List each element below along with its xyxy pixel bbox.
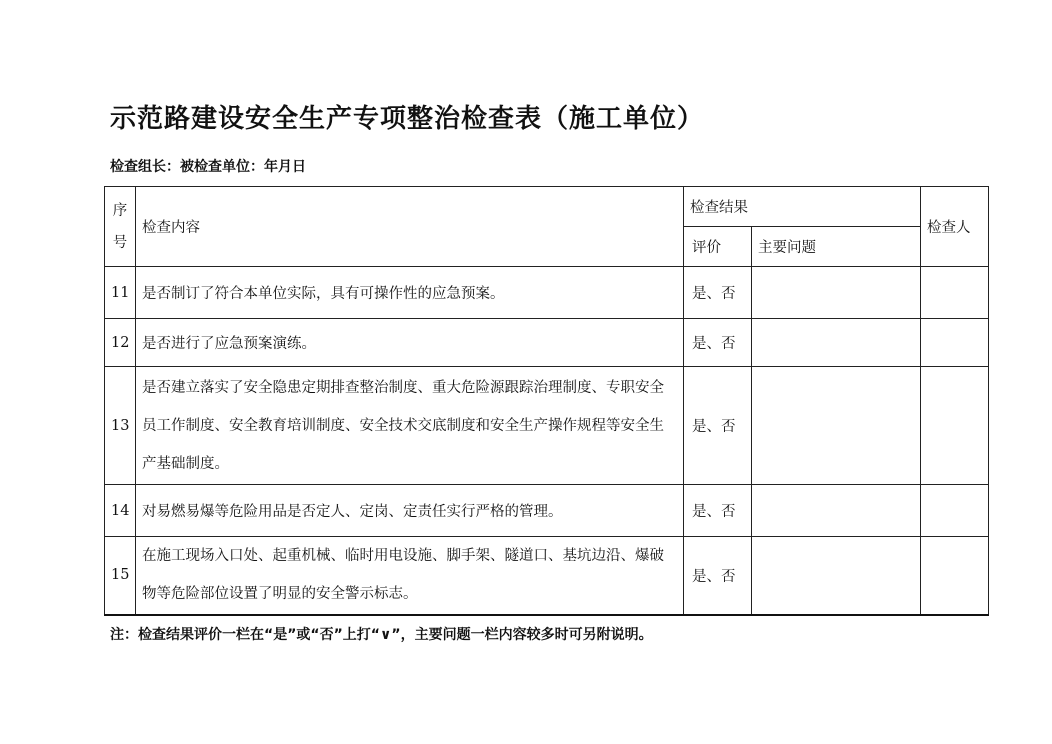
row-content: 是否制订了符合本单位实际，具有可操作性的应急预案。 <box>136 267 684 319</box>
row-inspector[interactable] <box>921 485 989 537</box>
row-issues[interactable] <box>752 267 921 319</box>
row-evaluation[interactable]: 是、否 <box>684 367 752 485</box>
header-no-line1: 序 <box>112 202 128 219</box>
table-row <box>105 537 989 615</box>
row-no: 12 <box>105 319 136 367</box>
footnote: 注：检查结果评价一栏在“是”或“否”上打“∨”，主要问题一栏内容较多时可另附说明。 <box>110 627 653 643</box>
row-content: 对易燃易爆等危险用品是否定人、定岗、定责任实行严格的管理。 <box>136 485 684 537</box>
row-issues[interactable] <box>752 485 921 537</box>
header-issues: 主要问题 <box>752 227 921 267</box>
header-result: 检查结果 <box>684 187 921 227</box>
row-evaluation[interactable]: 是、否 <box>684 267 752 319</box>
table-row <box>105 319 989 367</box>
header-no <box>105 187 136 267</box>
row-inspector[interactable] <box>921 537 989 615</box>
table-row <box>105 485 989 537</box>
inspection-table <box>104 186 989 616</box>
header-inspector: 检查人 <box>921 187 989 267</box>
table-row <box>105 267 989 319</box>
row-evaluation[interactable]: 是、否 <box>684 537 752 615</box>
row-issues[interactable] <box>752 367 921 485</box>
row-content: 是否建立落实了安全隐患定期排查整治制度、重大危险源跟踪治理制度、专职安全员工作制度、安全教育培训制度、安全技术交底制度和安全生产操作规程等安全生产基础制度。 <box>136 367 684 485</box>
row-no: 14 <box>105 485 136 537</box>
header-row-1 <box>105 187 989 227</box>
header-content: 检查内容 <box>136 187 684 267</box>
header-no-line2: 号 <box>112 234 128 251</box>
row-evaluation[interactable]: 是、否 <box>684 485 752 537</box>
header-evaluation: 评价 <box>684 227 752 267</box>
page-title: 示范路建设安全生产专项整治检查表（施工单位） <box>110 104 705 134</box>
table-row <box>105 367 989 485</box>
row-no: 11 <box>105 267 136 319</box>
row-inspector[interactable] <box>921 319 989 367</box>
inspection-meta-line: 检查组长：被检查单位：年月日 <box>110 159 306 175</box>
row-issues[interactable] <box>752 319 921 367</box>
row-issues[interactable] <box>752 537 921 615</box>
row-content: 在施工现场入口处、起重机械、临时用电设施、脚手架、隧道口、基坑边沿、爆破物等危险部位设置了明显的安全警示标志。 <box>136 537 684 615</box>
row-content: 是否进行了应急预案演练。 <box>136 319 684 367</box>
row-evaluation[interactable]: 是、否 <box>684 319 752 367</box>
row-no: 15 <box>105 537 136 615</box>
row-no: 13 <box>105 367 136 485</box>
row-inspector[interactable] <box>921 267 989 319</box>
row-inspector[interactable] <box>921 367 989 485</box>
